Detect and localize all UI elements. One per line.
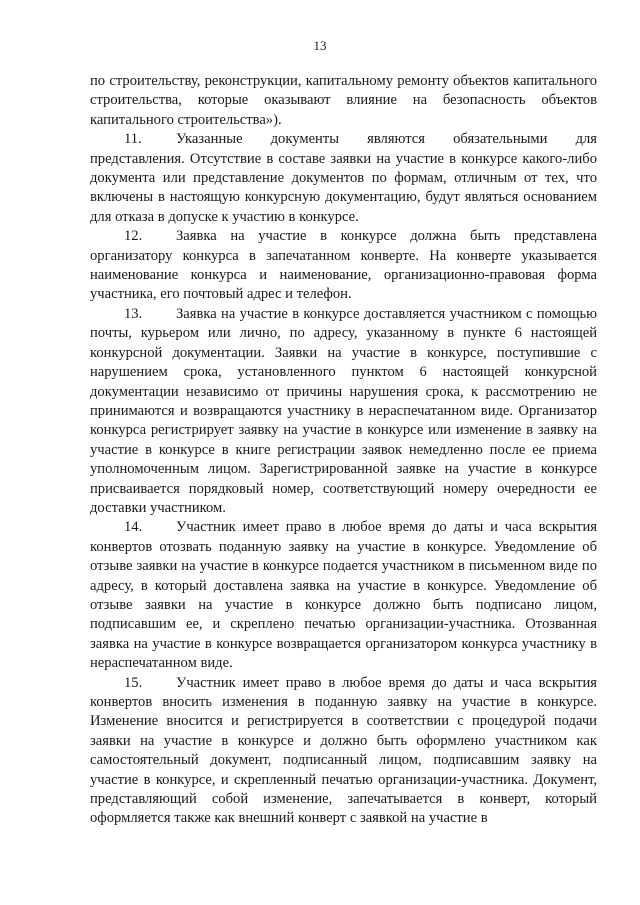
- paragraph-text: Участник имеет право в любое время до даты и часа вскрытия конвертов вносить изменения в поданную заявку на участие в конкурсе. Изменение вносится и регистрируется в соответствии с процедурой подачи заявки на участие в конкурсе и должно быть оформлено участником как самостоятельный документ, подписанный лицом, подписавшим заявку на участие в конкурсе, и скрепленный печатью организации-участника. Документ, представляющий собой изменение, запечатывается в конверт, который оформляется также как внешний конверт с заявкой на участие в: [90, 674, 597, 827]
- paragraph-13: [90, 305, 597, 518]
- paragraph-text: Заявка на участие в конкурсе должна быть представлена организатору конкурса в запечатанном конверте. На конверте указывается наименование конкурса и наименование, организационно-правовая форма участника, его почтовый адрес и телефон.: [90, 228, 597, 303]
- paragraph-number: 14.: [124, 519, 143, 536]
- page-number: 13: [313, 38, 327, 53]
- paragraph-number: 15.: [124, 674, 143, 691]
- paragraph-number: 13.: [124, 305, 143, 322]
- document-body: [90, 72, 597, 829]
- paragraph-number: 11.: [124, 131, 142, 148]
- paragraph-14: [90, 518, 597, 673]
- paragraph-number: 12.: [124, 228, 143, 245]
- paragraph-15: [90, 674, 597, 829]
- paragraph-text: по строительству, реконструкции, капитальному ремонту объектов капитального строительства, которые оказывают влияние на безопасность объектов капитального строительства»).: [90, 73, 597, 128]
- paragraph-12: [90, 227, 597, 305]
- paragraph-text: Заявка на участие в конкурсе доставляется участником с помощью почты, курьером или лично, по адресу, указанному в пункте 6 настоящей конкурсной документации. Заявки на участие в конкурсе, поступившие с нарушением срока, установленного пунктом 6 настоящей конкурсной документации независимо от причины нарушения срока, к рассмотрению не принимаются и возвращаются участнику в нераспечатанном виде. Организатор конкурса регистрирует заявку на участие в конкурсе или изменение в заявку на участие в конкурсе в книге регистрации заявок немедленно после ее приема уполномоченным лицом. Зарегистрированной заявке на участие в конкурсе присваивается порядковый номер, соответствующий номеру очередности ее доставки участником.: [90, 305, 597, 516]
- paragraph-text: Указанные документы являются обязательными для представления. Отсутствие в составе заявки на участие в конкурсе какого-либо документа или представление документов по формам, отличным от тех, что включены в настоящую конкурсную документацию, будут являться основанием для отказа в допуске к участию в конкурсе.: [90, 131, 597, 225]
- paragraph-continuation: [90, 72, 597, 130]
- paragraph-text: Участник имеет право в любое время до даты и часа вскрытия конвертов отозвать поданную заявку на участие в конкурсе. Уведомление об отзыве заявки на участие в конкурсе подается участником в письменном виде по адресу, в который доставлена заявка на участие в конкурсе. Уведомление об отзыве заявки на участие в конкурсе должно быть подписано лицом, подписавшим ее, и скреплено печатью организации-участника. Отозванная заявка на участие в конкурсе возвращается организатором конкурса участнику в нераспечатанном виде.: [90, 519, 597, 672]
- paragraph-11: [90, 130, 597, 227]
